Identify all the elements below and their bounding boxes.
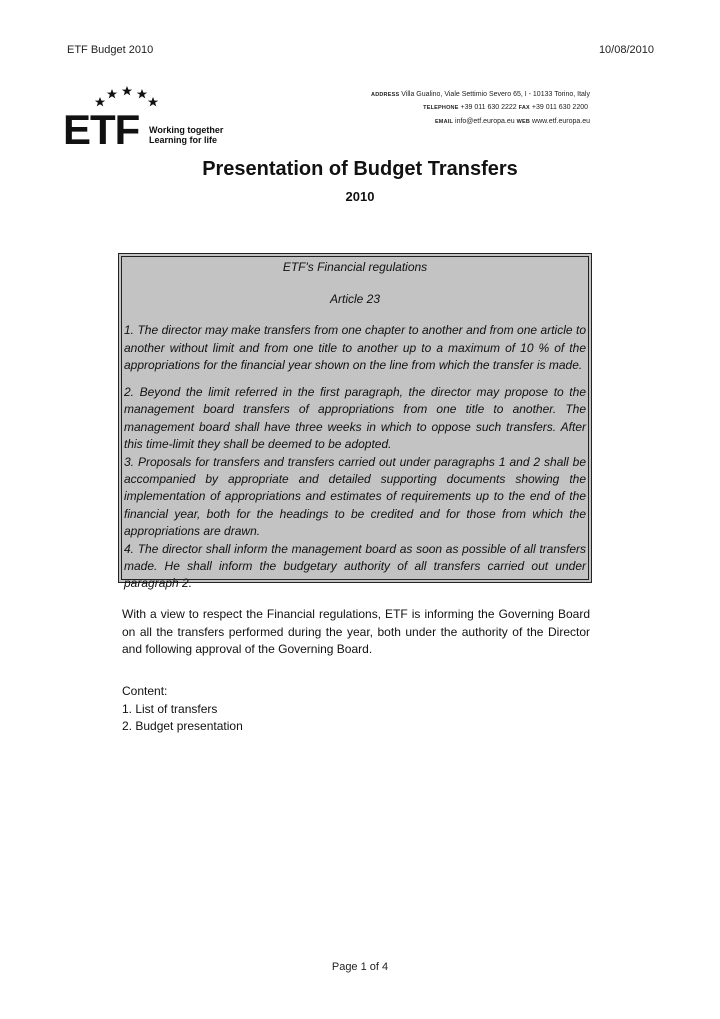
box-article: Article 23 — [329, 291, 381, 306]
star-icon — [148, 97, 158, 106]
telephone-label: TELEPHONE — [423, 105, 459, 111]
fax-label: FAX — [518, 105, 530, 111]
star-icon — [137, 89, 147, 98]
page-title: Presentation of Budget Transfers — [202, 158, 518, 180]
header-doc-title: ETF Budget 2010 — [67, 44, 154, 56]
contact-phone — [423, 104, 588, 111]
star-icon — [95, 97, 105, 106]
box-heading: ETF's Financial regulations — [282, 260, 428, 274]
telephone-value: +39 011 630 2222 — [460, 104, 517, 111]
content-list — [122, 683, 243, 736]
contact-address — [371, 91, 590, 98]
email-value: info@etf.europa.eu — [455, 118, 515, 125]
regulation-paragraph-4: 4. The director shall inform the management board as soon as possible of all transfers made. He shall inform the budgetary authority of all transfers carried out under paragraph 2. — [124, 541, 586, 591]
address-value: Villa Gualino, Viale Settimio Severo 65, I - 10133 Torino, Italy — [401, 91, 590, 98]
intro-paragraph: With a view to respect the Financial regulations, ETF is informing the Governing Board on all the transfers performed during the year, both under the authority of the Director and following approval of the Governing Board. — [122, 607, 590, 656]
web-value: www.etf.europa.eu — [532, 118, 590, 125]
etf-logo-text: ETF — [63, 106, 140, 153]
content-item: 1. List of transfers — [122, 701, 218, 716]
content-label: Content: — [122, 684, 168, 698]
content-item: 2. Budget presentation — [122, 719, 243, 733]
logo-tagline-1: Working together — [149, 125, 224, 135]
regulation-paragraph-2: 2. Beyond the limit referred in the first paragraph, the director may propose to the management board transfers of appropriations from one title to another. The management board shall have three weeks in which to oppose such transfers. After this time-limit they shall be deemed to be adopted. — [124, 384, 586, 452]
star-icon — [107, 89, 117, 98]
financial-regulations-box — [118, 253, 592, 591]
etf-logo — [63, 83, 238, 153]
page-number: Page 1 of 4 — [331, 961, 389, 973]
contact-email-web — [435, 118, 590, 125]
email-label: EMAIL — [434, 119, 454, 125]
fax-value: +39 011 630 2200 — [531, 104, 588, 111]
regulation-paragraph-3: 3. Proposals for transfers and transfers carried out under paragraphs 1 and 2 shall be accompanied by appropriate and detailed supporting documents showing the implementation of appropriations and estimates of requirements up to the end of the financial year, both for the headings to be credited and for those from which the appropriations are drawn. — [124, 454, 586, 539]
web-label: WEB — [516, 119, 531, 125]
logo-tagline-2: Learning for life — [149, 135, 218, 145]
star-icon — [122, 86, 132, 95]
page-subtitle-year: 2010 — [345, 189, 375, 204]
address-label: ADDRESS — [371, 92, 400, 98]
regulation-paragraph-1: 1. The director may make transfers from one chapter to another and from one article to another without limit and from one title to another up to a maximum of 10 % of the appropriations for the financial year shown on the line from which the transfer is made. — [124, 323, 586, 373]
header-date: 10/08/2010 — [598, 44, 654, 56]
